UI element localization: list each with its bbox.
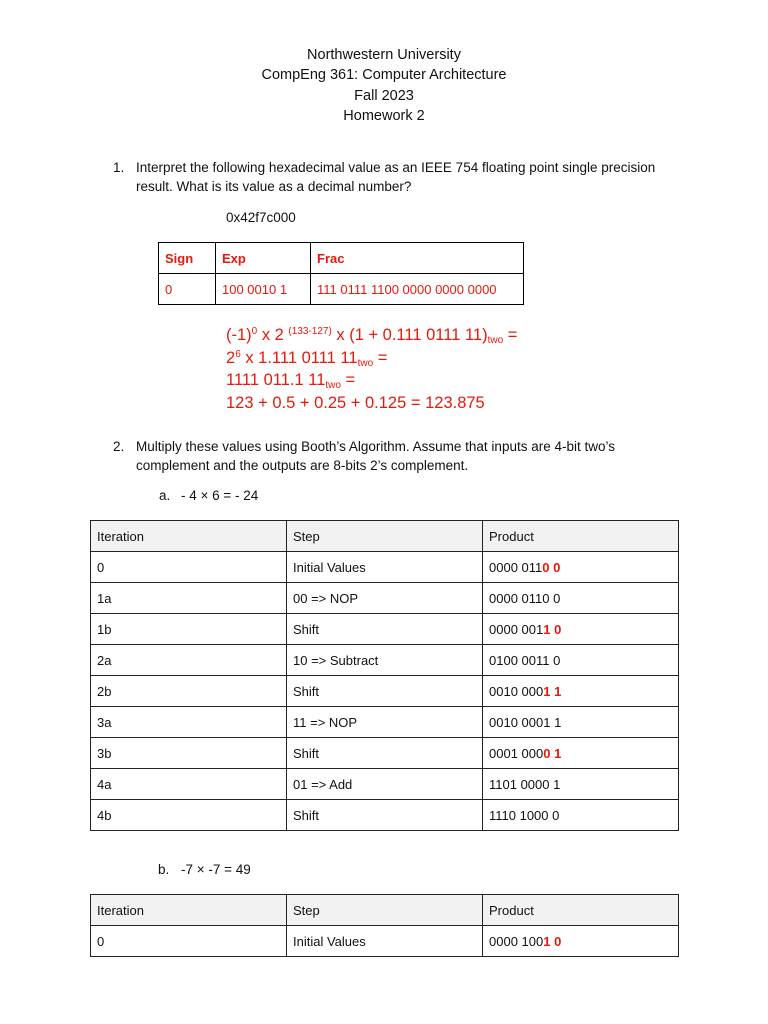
booth-table-a — [90, 520, 679, 831]
hex-value: 0x42f7c000 — [226, 210, 296, 225]
table-row — [91, 769, 679, 800]
step-cell: Initial Values — [287, 926, 483, 957]
booth-table-b-header-row — [91, 895, 679, 926]
step-cell: 10 => Subtract — [287, 645, 483, 676]
booth-table-a-header-row — [91, 521, 679, 552]
exp-value: 100 0010 1 — [216, 274, 311, 305]
product-highlight: 0 0 — [542, 559, 561, 575]
step-cell: Initial Values — [287, 552, 483, 583]
step-cell: Shift — [287, 614, 483, 645]
booth-table-b — [90, 894, 679, 957]
assignment-title: Homework 2 — [343, 107, 425, 124]
formula-line-4: 123 + 0.5 + 0.25 + 0.125 = 123.875 — [226, 393, 485, 412]
question-1-text-line-2: result. What is its value as a decimal number? — [136, 179, 412, 194]
iteration-header: Iteration — [91, 521, 287, 552]
iteration-cell: 3a — [91, 707, 287, 738]
table-row — [91, 738, 679, 769]
sign-header: Sign — [159, 243, 216, 274]
step-cell: 00 => NOP — [287, 583, 483, 614]
step-cell: Shift — [287, 800, 483, 831]
iteration-cell: 4a — [91, 769, 287, 800]
product-cell: 0000 0110 0 — [483, 583, 679, 614]
frac-value: 111 0111 1100 0000 0000 0000 — [311, 274, 524, 305]
step-cell: 11 => NOP — [287, 707, 483, 738]
term: Fall 2023 — [354, 87, 414, 104]
exp-header: Exp — [216, 243, 311, 274]
product-highlight: 1 1 — [543, 683, 562, 699]
table-row — [91, 926, 679, 957]
product-cell: 0100 0011 0 — [483, 645, 679, 676]
sign-value: 0 — [159, 274, 216, 305]
question-2-text-line-1: Multiply these values using Booth’s Algorithm. Assume that inputs are 4-bit two’s — [136, 439, 615, 454]
product-highlight: 0 1 — [543, 745, 562, 761]
product-cell: 1101 0000 1 — [483, 769, 679, 800]
table-row — [91, 707, 679, 738]
product-cell: 0010 0001 1 — [483, 707, 679, 738]
product-header: Product — [483, 895, 679, 926]
iteration-cell: 4b — [91, 800, 287, 831]
product-cell: 1110 1000 0 — [483, 800, 679, 831]
conversion-formula — [226, 324, 517, 414]
iteration-cell: 1b — [91, 614, 287, 645]
product-highlight: 1 0 — [543, 933, 562, 949]
question-2-text — [136, 437, 736, 475]
table-row — [91, 552, 679, 583]
product-highlight: 1 0 — [543, 621, 562, 637]
question-2-number: 2. — [113, 439, 125, 454]
course-title: CompEng 361: Computer Architecture — [261, 67, 507, 84]
university-name: Northwestern University — [307, 47, 461, 63]
step-header: Step — [287, 895, 483, 926]
document-header — [0, 45, 768, 126]
product-header: Product — [483, 521, 679, 552]
product-cell: 0010 0001 1 — [483, 676, 679, 707]
table-row — [91, 583, 679, 614]
table-row — [91, 614, 679, 645]
formula-line-3: 1111 011.1 $11_{two}$ = — [226, 371, 356, 392]
iteration-cell: 0 — [91, 552, 287, 583]
product-cell: 0000 0011 0 — [483, 614, 679, 645]
iteration-cell: 0 — [91, 926, 287, 957]
iteration-cell: 2b — [91, 676, 287, 707]
part-b-equation: -7 × -7 = 49 — [181, 862, 251, 877]
table-row — [91, 676, 679, 707]
formula-line-1: $(-1)^0$ x 2 $^{(133-127)}$ x (1 + 0.111 0111 $11)_{two}$ = — [226, 326, 518, 346]
iteration-header: Iteration — [91, 895, 287, 926]
part-a-label: a. — [159, 488, 171, 503]
product-cell: 0000 1001 0 — [483, 926, 679, 957]
question-1-text — [136, 158, 736, 196]
table-row — [91, 800, 679, 831]
product-cell: 0001 0000 1 — [483, 738, 679, 769]
step-cell: Shift — [287, 738, 483, 769]
iteration-cell: 3b — [91, 738, 287, 769]
iteration-cell: 2a — [91, 645, 287, 676]
iteration-cell: 1a — [91, 583, 287, 614]
step-header: Step — [287, 521, 483, 552]
ieee-table-value-row — [159, 274, 524, 305]
formula-line-2: $2^6$ x 1.111 0111 $11_{two}$ = — [226, 348, 388, 369]
question-1-text-line-1: Interpret the following hexadecimal value as an IEEE 754 floating point single precision — [136, 160, 656, 175]
question-2-text-line-2: complement and the outputs are 8-bits 2’s complement. — [136, 458, 469, 473]
question-1-number: 1. — [113, 160, 125, 175]
part-a-equation: - 4 × 6 = - 24 — [181, 488, 259, 503]
step-cell: Shift — [287, 676, 483, 707]
product-cell: 0000 0110 0 — [483, 552, 679, 583]
table-row — [91, 645, 679, 676]
ieee-table-header-row — [159, 243, 524, 274]
frac-header: Frac — [311, 243, 524, 274]
ieee-754-table — [158, 242, 524, 305]
part-b-label: b. — [158, 862, 170, 877]
step-cell: 01 => Add — [287, 769, 483, 800]
